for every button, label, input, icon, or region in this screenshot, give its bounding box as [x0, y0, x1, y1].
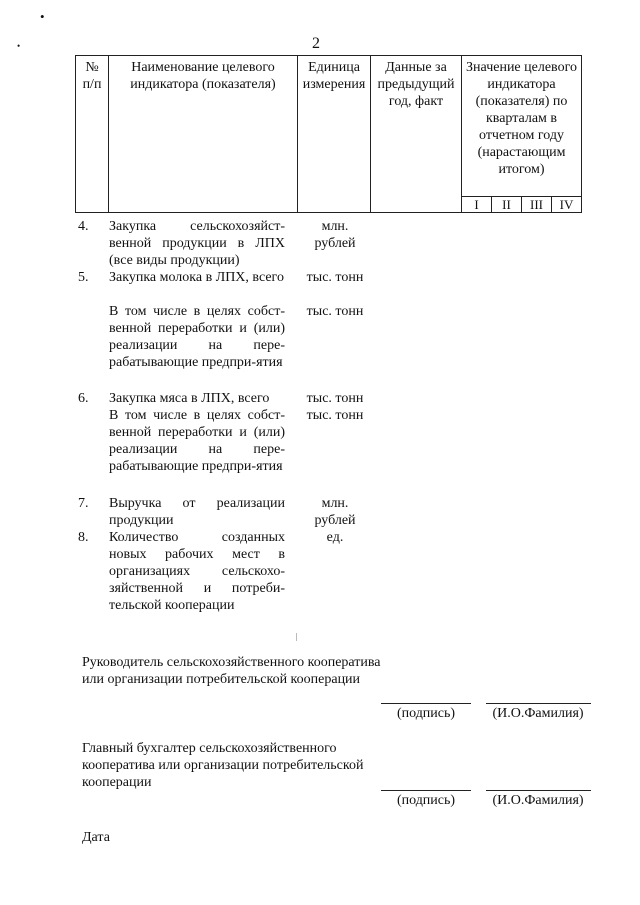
quarter-2: II [492, 197, 522, 213]
head-name-line [486, 703, 591, 704]
quarter-4: IV [552, 197, 582, 213]
head-signature-line [381, 703, 471, 704]
indicator-unit: млн. рублей [314, 219, 356, 251]
indicator-name: Закупка сельскохозяйст-венной продукции в ЛПХ (все виды продукции) [109, 219, 285, 268]
header-name-cell [109, 56, 298, 213]
indicator-table-header [75, 55, 582, 213]
indicator-name: Закупка мяса в ЛПХ, всего [109, 391, 270, 406]
page-number: 2 [312, 35, 320, 52]
indicator-unit: млн. рублей [314, 496, 356, 528]
indicator-name: В том числе в целях собст-венной переработки и (или) реализации на пере-рабатывающие предпри-ятия [109, 304, 285, 370]
scan-mark [296, 633, 297, 641]
accountant-signature-label: (подпись) [396, 793, 456, 808]
scan-speck: • [40, 9, 45, 24]
indicator-unit: тыс. тонн [306, 304, 364, 319]
head-name-label: (И.О.Фамилия) [492, 706, 584, 721]
row-number: 6. [78, 391, 89, 406]
accountant-name-line [486, 790, 591, 791]
indicator-unit: тыс. тонн [306, 270, 364, 285]
header-value: Значение целевого индикатора (показателя) по кварталам в отчетном году (нарастающим итогом) [466, 60, 577, 177]
indicator-name: Закупка молока в ЛПХ, всего [109, 270, 284, 285]
row-number: 5. [78, 270, 89, 285]
header-value-cell [462, 56, 582, 197]
header-num: № п/п [82, 60, 102, 92]
row-number: 4. [78, 219, 89, 234]
indicator-unit: тыс. тонн [306, 391, 364, 406]
row-number: 7. [78, 496, 89, 511]
head-signature-label: (подпись) [396, 706, 456, 721]
accountant-signature-line [381, 790, 471, 791]
indicator-name: Выручка от реализации продукции [109, 496, 285, 528]
indicator-unit: ед. [326, 530, 344, 545]
accountant-signatory-title: Главный бухгалтер сельскохозяйственного кооператива или организации потребительской кооперации [82, 741, 364, 790]
row-number: 8. [78, 530, 89, 545]
header-prev-cell [371, 56, 462, 213]
header-num-cell [76, 56, 109, 213]
indicator-name: В том числе в целях собст-венной переработки и (или) реализации на пере-рабатывающие предпри-ятия [109, 408, 285, 474]
date-label: Дата [82, 830, 110, 845]
indicator-unit: тыс. тонн [306, 408, 364, 423]
quarter-3: III [522, 197, 552, 213]
scan-speck: • [17, 41, 21, 51]
indicator-name: Количество созданных новых рабочих мест в организациях сельскохо-зяйственной и потреби-тельской кооперации [109, 530, 285, 613]
quarter-1: I [462, 197, 492, 213]
header-name: Наименование целевого индикатора (показателя) [130, 60, 276, 92]
head-signatory-title: Руководитель сельскохозяйственного кооператива или организации потребительской кооперации [82, 655, 381, 687]
header-prev-year: Данные за предыдущий год, факт [377, 60, 455, 109]
accountant-name-label: (И.О.Фамилия) [492, 793, 584, 808]
header-unit-cell [298, 56, 371, 213]
header-unit: Единица измерения [302, 60, 366, 92]
